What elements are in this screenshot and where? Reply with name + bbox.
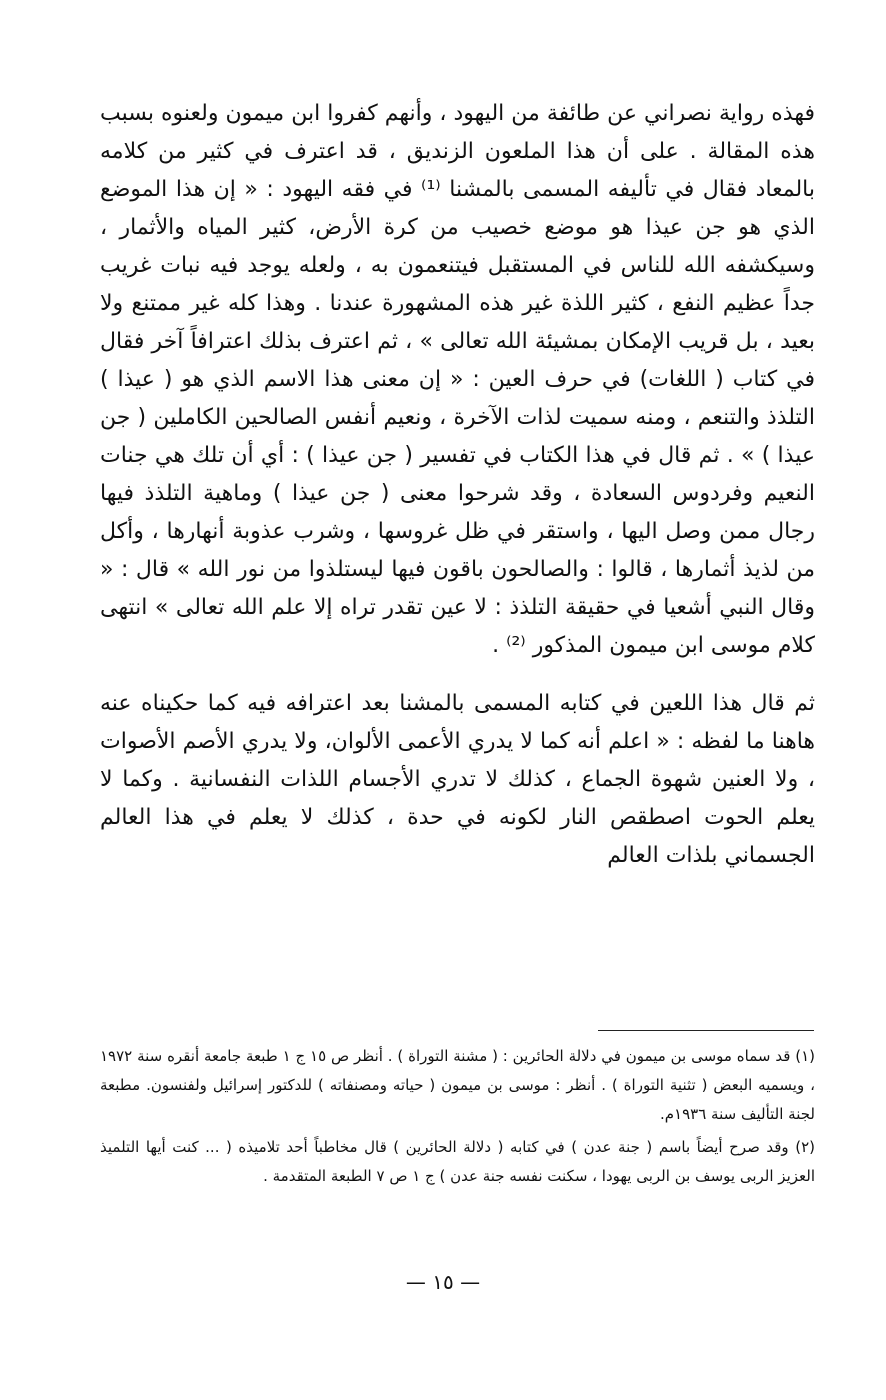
footnotes	[100, 1042, 815, 1191]
main-text	[100, 95, 815, 875]
footnote-2: (٢) وقد صرح أيضاً باسم ( جنة عدن ) في كتابه ( دلالة الحائرين ) قال مخاطباً أحد تلاميذه ( ... كنت أيها التلميذ العزيز الربى يوسف بن الربى يهودا ، سكنت نفسه جنة عدن ) ج ١ ص ٧ الطبعة المتقدمة .	[100, 1138, 815, 1185]
paragraph-1: فهذه رواية نصراني عن طائفة من اليهود ، وأنهم كفروا ابن ميمون ولعنوه بسبب هذه المقالة . على أن هذا الملعون الزنديق ، قد اعترف في كثير من كلامه بالمعاد فقال في تأليفه المسمى بالمشنا ⁽¹⁾ في فقه اليهود : « إن هذا الموضع الذي هو جن عيذا هو موضع خصيب من كرة الأرض، كثير المياه والأثمار ، وسيكشفه الله للناس في المستقبل فيتنعمون به ، ولعله يوجد فيه نبات غريب جداً عظيم النفع ، كثير اللذة غير هذه المشهورة عندنا . وهذا كله غير ممتنع ولا بعيد ، بل قريب الإمكان بمشيئة الله تعالى » ، ثم اعترف بذلك اعترافاً آخر فقال في كتاب ( اللغات) في حرف العين : « إن معنى هذا الاسم الذي هو ( عيذا ) التلذذ والتنعم ، ومنه سميت لذات الآخرة ، ونعيم أنفس الصالحين الكاملين ( جن عيذا ) » . ثم قال في هذا الكتاب في تفسير ( جن عيذا ) : أي أن تلك هي جنات النعيم وفردوس السعادة ، وقد شرحوا معنى ( جن عيذا ) وماهية التلذذ فيها رجال ممن وصل اليها ، واستقر في ظل غروسها ، وشرب عذوبة أنهارها ، وأكل من لذيذ أثمارها ، قالوا : والصالحون باقون فيها ليستلذوا من نور الله » قال : « وقال النبي أشعيا في حقيقة التلذذ : لا عين تقدر تراه إلا علم الله تعالى » انتهى كلام موسى ابن ميمون المذكور ⁽²⁾ .	[100, 101, 816, 658]
paragraph-2: ثم قال هذا اللعين في كتابه المسمى بالمشنا بعد اعترافه فيه كما حكيناه عنه هاهنا ما لفظه : « اعلم أنه كما لا يدري الأعمى الألوان، ولا يدري الأصم الأصوات ، ولا العنين شهوة الجماع ، كذلك لا تدري الأجسام اللذات النفسانية . وكما لا يعلم الحوت اصطقص النار لكونه في حدة ، كذلك لا يعلم في هذا العالم الجسماني بلذات العالم	[100, 691, 815, 868]
footnote-separator	[598, 1030, 814, 1031]
page-number: — ١٥ —	[405, 1270, 481, 1294]
footnote-1: (١) قد سماه موسى بن ميمون في دلالة الحائرين : ( مشنة التوراة ) . أنظر ص ١٥ ج ١ طبعة جامعة أنقره سنة ١٩٧٢ ، ويسميه البعض ( تثنية التوراة ) . أنظر : موسى بن ميمون ( حياته ومصنفاته ) للدكتور إسرائيل ولفنسون. مطبعة لجنة التأليف سنة ١٩٣٦م.	[100, 1047, 815, 1123]
